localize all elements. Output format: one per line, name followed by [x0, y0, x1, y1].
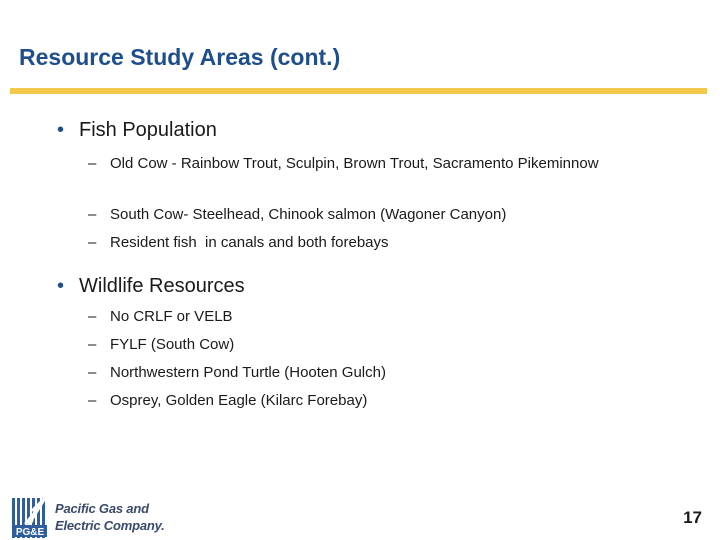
section-heading-wildlife: Wildlife Resources: [79, 275, 245, 297]
dash-marker: –: [88, 308, 97, 325]
dash-marker: –: [88, 392, 97, 409]
list-item: No CRLF or VELB: [110, 308, 233, 325]
dash-marker: –: [88, 155, 97, 172]
bullet-marker: •: [57, 119, 65, 141]
list-item: Osprey, Golden Eagle (Kilarc Forebay): [110, 392, 368, 409]
logo-text-line1: Pacific Gas and: [55, 501, 149, 516]
bullet-marker: •: [57, 275, 65, 297]
section-heading-fish: Fish Population: [79, 119, 217, 141]
page-number: 17: [683, 508, 702, 527]
pge-logo-icon: [11, 496, 49, 538]
list-item: Northwestern Pond Turtle (Hooten Gulch): [110, 364, 386, 381]
dash-marker: –: [88, 234, 97, 251]
company-logo: [11, 496, 171, 538]
list-item: Resident fish in canals and both forebays: [110, 234, 389, 251]
slide-title: Resource Study Areas (cont.): [19, 44, 341, 70]
dash-marker: –: [88, 336, 97, 353]
dash-marker: –: [88, 206, 97, 223]
list-item: South Cow- Steelhead, Chinook salmon (Wagoner Canyon): [110, 206, 507, 223]
list-item: Old Cow - Rainbow Trout, Sculpin, Brown Trout, Sacramento Pikeminnow: [110, 155, 599, 172]
logo-mark-text: PG&E: [15, 527, 45, 538]
title-underline: [10, 88, 707, 94]
logo-text-line2: Electric Company.: [55, 518, 165, 533]
dash-marker: –: [88, 364, 97, 381]
list-item: FYLF (South Cow): [110, 336, 235, 353]
